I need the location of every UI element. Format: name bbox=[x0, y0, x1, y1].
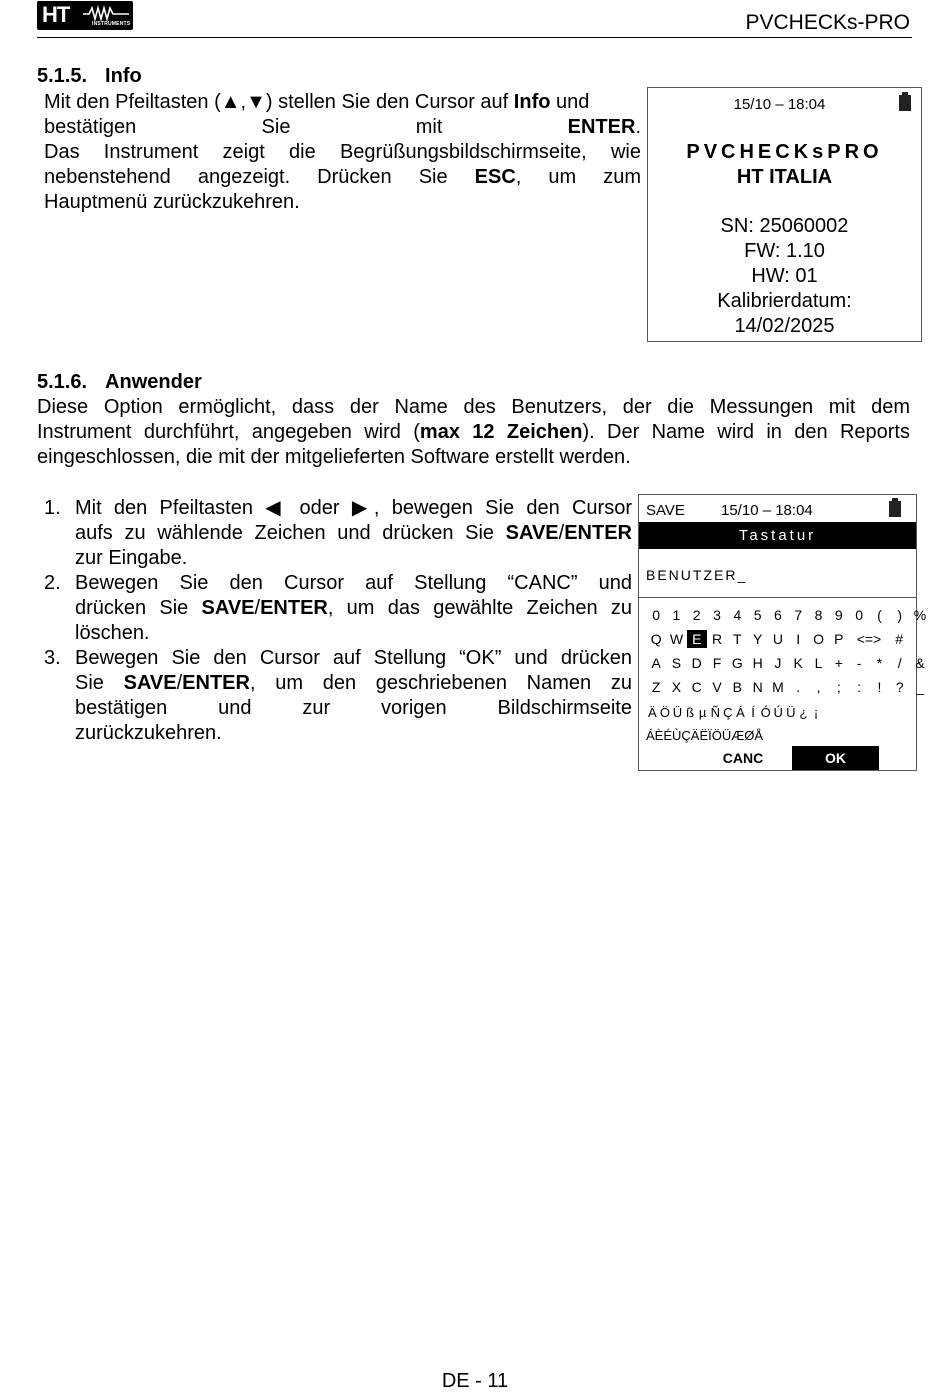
text-line bbox=[37, 445, 910, 470]
text-line bbox=[75, 671, 632, 696]
battery-icon bbox=[889, 501, 901, 517]
keyboard-key[interactable]: V bbox=[712, 679, 722, 695]
keyboard-key[interactable]: 3 bbox=[713, 607, 721, 623]
text-line bbox=[75, 621, 632, 646]
keyboard-key[interactable]: J bbox=[774, 655, 782, 671]
keyboard-key[interactable]: Ä bbox=[647, 705, 657, 720]
keyboard-key[interactable]: µ bbox=[698, 705, 707, 720]
keyboard-key[interactable]: ÁÈÉÙÇÄËÏÖÜÆØÅ bbox=[646, 728, 764, 743]
keyboard-key[interactable]: R bbox=[711, 631, 723, 647]
text-run: Bewegen Sie den Cursor auf Stellung “OK” und drücken bbox=[75, 647, 632, 669]
step-1-text bbox=[75, 496, 632, 571]
section-user-number: 5.1.6. bbox=[37, 371, 88, 393]
keyboard-key[interactable]: <=> bbox=[856, 631, 882, 647]
keyboard-key[interactable]: % bbox=[913, 607, 927, 623]
keyboard-key[interactable]: Ö bbox=[659, 705, 670, 720]
keyboard-row bbox=[646, 703, 822, 722]
keyboard-key[interactable]: + bbox=[834, 655, 843, 671]
keyboard-key[interactable]: F bbox=[712, 655, 722, 671]
step-3-number: 3. bbox=[44, 647, 61, 669]
text-run: bestätigen und zur vorigen Bildschirmseite bbox=[75, 697, 632, 719]
keyboard-row bbox=[646, 678, 930, 696]
keyboard-screen bbox=[638, 494, 927, 771]
text-run: / bbox=[558, 522, 565, 544]
keyboard-key[interactable]: 5 bbox=[753, 607, 762, 623]
keyboard-key[interactable]: 7 bbox=[794, 607, 803, 623]
text-run: , um zum bbox=[515, 166, 641, 188]
keyboard-key[interactable]: E bbox=[687, 630, 707, 648]
keyboard-datetime: 15/10 – 18:04 bbox=[721, 502, 813, 519]
text-line bbox=[75, 496, 632, 521]
page-number: DE - 11 bbox=[441, 1370, 509, 1392]
text-line bbox=[44, 165, 641, 190]
step-2-text bbox=[75, 571, 632, 646]
keyboard-key[interactable]: . bbox=[796, 679, 801, 695]
keyboard-key[interactable]: Ñ bbox=[710, 705, 720, 720]
text-run: Diese Option ermöglicht, dass der Name des Benutzers, der die Messungen mit dem bbox=[37, 396, 910, 418]
text-run: , um das gewählte Zeichen zu bbox=[327, 597, 633, 619]
text-line bbox=[44, 115, 641, 140]
keyboard-key[interactable]: T bbox=[733, 631, 742, 647]
text-run: zur Eingabe. bbox=[75, 547, 188, 569]
section-info-heading bbox=[37, 64, 142, 89]
bold-text-run: SAVE bbox=[505, 522, 559, 544]
text-line bbox=[44, 140, 641, 165]
text-line bbox=[75, 546, 632, 571]
text-run: , um den geschriebenen Namen zu bbox=[249, 672, 632, 694]
keyboard-row bbox=[646, 654, 930, 672]
keyboard-row bbox=[646, 726, 763, 745]
text-line bbox=[75, 646, 632, 671]
step-2-number: 2. bbox=[44, 572, 61, 594]
keyboard-key[interactable]: D bbox=[691, 655, 702, 671]
section-user-title: Anwender bbox=[105, 371, 202, 393]
keyboard-key[interactable]: U bbox=[772, 631, 783, 647]
keyboard-key[interactable]: # bbox=[895, 631, 904, 647]
keyboard-key[interactable]: A bbox=[651, 655, 661, 671]
text-line bbox=[75, 696, 632, 721]
text-run: und bbox=[550, 91, 590, 113]
info-screen-firmware: FW: 1.10 bbox=[744, 240, 825, 262]
keyboard-key[interactable]: ß bbox=[686, 705, 695, 720]
keyboard-key[interactable]: Y bbox=[752, 631, 763, 647]
text-line bbox=[75, 721, 632, 746]
text-run: Mit den Pfeiltasten (▲,▼) stellen Sie den Cursor auf bbox=[44, 91, 514, 113]
ht-logo bbox=[37, 1, 133, 30]
bold-text-run: ENTER bbox=[567, 116, 636, 138]
text-run: nebenstehend angezeigt. Drücken Sie bbox=[44, 166, 475, 188]
keyboard-key[interactable]: 9 bbox=[834, 607, 843, 623]
logo-subtext: INSTRUMENTS bbox=[92, 21, 131, 27]
keyboard-key[interactable]: G bbox=[731, 655, 743, 671]
section-info-body bbox=[44, 90, 641, 215]
bold-text-run: Info bbox=[513, 91, 551, 113]
keyboard-row bbox=[646, 630, 909, 648]
keyboard-key[interactable]: , bbox=[816, 679, 821, 695]
text-line bbox=[75, 571, 632, 596]
info-screen-serial: SN: 25060002 bbox=[720, 215, 849, 237]
bold-text-run: SAVE bbox=[201, 597, 255, 619]
ok-button[interactable]: OK bbox=[792, 746, 879, 770]
keyboard-row bbox=[646, 606, 930, 624]
text-run: löschen. bbox=[75, 622, 150, 644]
keyboard-key[interactable]: * bbox=[876, 655, 883, 671]
keyboard-key[interactable]: X bbox=[671, 679, 682, 695]
keyboard-key[interactable]: 0 bbox=[855, 607, 864, 623]
keyboard-key[interactable]: Ü bbox=[786, 705, 796, 720]
text-run: Mit den Pfeiltasten ◀ oder ▶, bewegen Sie den Cursor bbox=[75, 497, 632, 519]
info-screen-hardware: HW: 01 bbox=[751, 265, 818, 287]
keyboard-key[interactable]: 0 bbox=[652, 607, 661, 623]
keyboard-key[interactable]: Ü bbox=[672, 705, 683, 720]
info-screen-datetime: 15/10 – 18:04 bbox=[733, 96, 826, 113]
keyboard-key[interactable]: Ú bbox=[773, 705, 783, 720]
keyboard-key[interactable]: B bbox=[732, 679, 742, 695]
keyboard-key[interactable]: W bbox=[669, 631, 684, 647]
bold-text-run: max 12 Zeichen bbox=[419, 421, 583, 443]
canc-button[interactable]: CANC bbox=[722, 750, 764, 766]
keyboard-key[interactable]: 1 bbox=[672, 607, 681, 623]
keyboard-key[interactable]: ; bbox=[836, 679, 841, 695]
keyboard-key[interactable]: Á bbox=[736, 705, 745, 720]
text-line bbox=[37, 395, 910, 420]
keyboard-key[interactable]: I bbox=[796, 631, 801, 647]
keyboard-save-label: SAVE bbox=[646, 502, 685, 519]
keyboard-key[interactable]: ( bbox=[877, 607, 882, 623]
keyboard-key[interactable]: H bbox=[752, 655, 763, 671]
section-user-body bbox=[37, 395, 910, 470]
keyboard-key[interactable]: - bbox=[856, 655, 862, 671]
text-line bbox=[75, 521, 632, 546]
keyboard-key[interactable]: Ó bbox=[760, 705, 771, 720]
keyboard-key[interactable]: _ bbox=[916, 679, 924, 695]
text-run: aufs zu wählende Zeichen und drücken Sie bbox=[75, 522, 506, 544]
keyboard-key[interactable]: ! bbox=[877, 679, 882, 695]
text-run: . bbox=[635, 116, 641, 138]
text-run: eingeschlossen, die mit der mitgelieferten Software erstellt werden. bbox=[37, 446, 631, 468]
info-screen-product: PVCHECKsPRO bbox=[686, 141, 883, 163]
text-run: Bewegen Sie den Cursor auf Stellung “CANC” und bbox=[75, 572, 632, 594]
text-line bbox=[37, 420, 910, 445]
step-1-number: 1. bbox=[44, 497, 61, 519]
bold-text-run: SAVE bbox=[123, 672, 177, 694]
keyboard-key[interactable]: Q bbox=[650, 631, 662, 647]
input-divider bbox=[639, 597, 916, 598]
keyboard-key[interactable]: : bbox=[857, 679, 862, 695]
keyboard-key[interactable]: L bbox=[814, 655, 823, 671]
keyboard-title: Tastatur bbox=[639, 522, 916, 549]
bold-text-run: ENTER bbox=[564, 522, 632, 544]
bold-text-run: ENTER bbox=[182, 672, 250, 694]
text-run: Instrument durchführt, angegeben wird ( bbox=[37, 421, 420, 443]
text-run: Hauptmenü zurückzukehren. bbox=[44, 191, 300, 213]
keyboard-key[interactable]: C bbox=[691, 679, 702, 695]
section-info-title: Info bbox=[105, 65, 142, 87]
keyboard-key[interactable]: K bbox=[793, 655, 803, 671]
info-screen-company: HT ITALIA bbox=[736, 166, 833, 188]
keyboard-key[interactable]: P bbox=[834, 631, 844, 647]
waveform-icon bbox=[83, 5, 129, 21]
text-run: / bbox=[176, 672, 183, 694]
battery-icon bbox=[899, 95, 911, 111]
keyboard-key[interactable]: 2 bbox=[692, 607, 701, 623]
logo-text: HT bbox=[42, 2, 70, 27]
text-run: Das Instrument zeigt die Begrüßungsbildschirmseite, wie bbox=[44, 141, 641, 163]
text-run: drücken Sie bbox=[75, 597, 202, 619]
text-line bbox=[44, 190, 641, 215]
info-screen-calib-date: 14/02/2025 bbox=[734, 315, 835, 337]
keyboard-key[interactable]: Z bbox=[651, 679, 661, 695]
bold-text-run: ENTER bbox=[260, 597, 328, 619]
section-info-number: 5.1.5. bbox=[37, 65, 88, 87]
keyboard-key[interactable]: M bbox=[772, 679, 784, 695]
keyboard-key[interactable]: N bbox=[752, 679, 763, 695]
section-user-heading bbox=[37, 370, 202, 395]
bold-text-run: ESC bbox=[474, 166, 516, 188]
text-line bbox=[44, 90, 641, 115]
text-run: zurückzukehren. bbox=[75, 722, 222, 744]
keyboard-key[interactable]: ) bbox=[897, 607, 903, 623]
keyboard-key[interactable]: S bbox=[671, 655, 682, 671]
keyboard-key[interactable]: Ç bbox=[723, 705, 733, 720]
document-title: PVCHECKs-PRO bbox=[745, 11, 910, 34]
keyboard-key[interactable]: ¡ bbox=[813, 705, 819, 720]
text-run: bestätigen Sie mit bbox=[44, 116, 568, 138]
text-run: Sie bbox=[75, 672, 124, 694]
info-screen-calib-label: Kalibrierdatum: bbox=[717, 290, 852, 312]
keyboard-key[interactable]: ¿ bbox=[799, 705, 808, 720]
info-screen bbox=[647, 87, 922, 342]
keyboard-key[interactable]: 6 bbox=[774, 607, 782, 623]
step-3-text bbox=[75, 646, 632, 746]
keyboard-key[interactable]: 8 bbox=[814, 607, 823, 623]
text-line bbox=[75, 596, 632, 621]
keyboard-key[interactable]: Í bbox=[751, 705, 755, 720]
header-divider bbox=[37, 37, 912, 38]
text-run: ). Der Name wird in den Reports bbox=[582, 421, 910, 443]
keyboard-key[interactable]: & bbox=[915, 655, 925, 671]
text-run: / bbox=[254, 597, 261, 619]
keyboard-key[interactable]: 4 bbox=[733, 607, 742, 623]
keyboard-key[interactable]: / bbox=[897, 655, 902, 671]
name-input[interactable]: BENUTZER_ bbox=[646, 567, 748, 583]
keyboard-key[interactable]: O bbox=[813, 631, 824, 647]
keyboard-key[interactable]: ? bbox=[895, 679, 904, 695]
